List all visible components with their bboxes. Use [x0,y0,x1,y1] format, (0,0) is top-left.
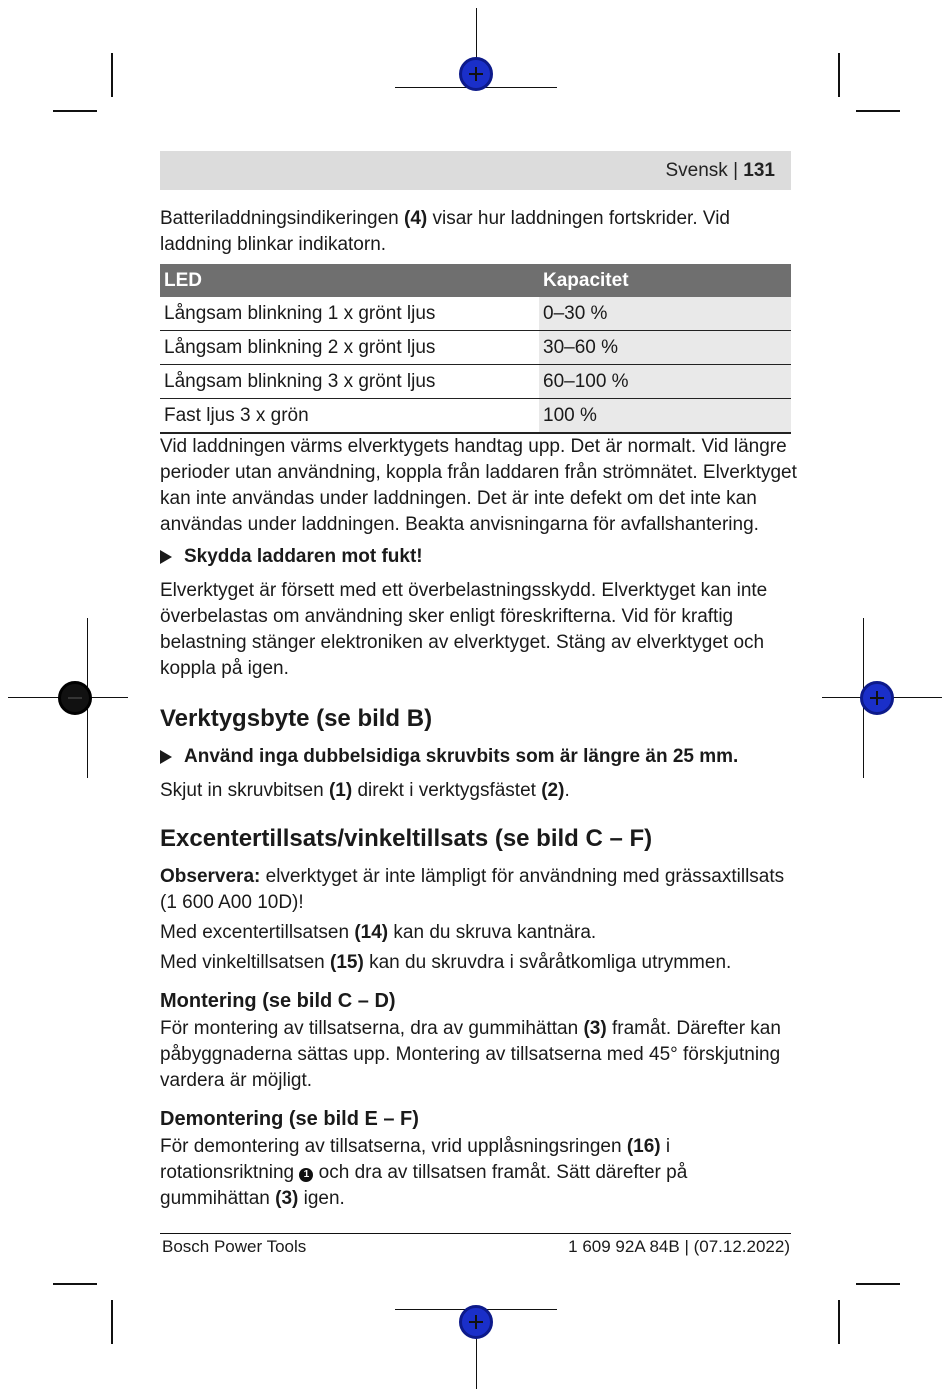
text: och dra av tillsatsen framåt. Sätt därefter på gummihättan [160,1162,688,1209]
registration-mark [860,681,894,715]
header-text [665,160,775,182]
subsection-title-mounting: Montering (se bild C – D) [160,990,396,1012]
ref: (2) [541,780,565,801]
page-header [160,151,791,190]
text: direkt i verktygsfästet [352,780,542,801]
text: För montering av tillsatserna, dra av gummihättan [160,1018,584,1039]
table-cell-capacity: 60–100 % [539,365,791,399]
crop-mark [111,53,113,97]
table-row [160,399,791,434]
section-title-attachment: Excentertillsats/vinkeltillsats (se bild C – F) [160,825,653,852]
text: Skjut in skruvbitsen [160,780,329,801]
crop-mark [838,53,840,97]
table-cell-capacity: 0–30 % [539,297,791,331]
text: kan du skruva kantnära. [388,922,597,943]
warning-moisture [160,544,800,570]
table-cell-led: Fast ljus 3 x grön [160,399,539,434]
overload-paragraph: Elverktyget är försett med ett överbelastningsskydd. Elverktyget kan inte överbelastas om användning sker enligt föreskrifterna. Vid för kraftig belastning stänger elektroniken av elverktyget. Stäng av elverktyget och koppla på igen. [160,580,768,679]
crop-mark [838,1300,840,1344]
ref: (15) [330,952,364,973]
text: igen. [298,1188,345,1209]
intro-text-after: visar hur laddningen fortskrider. Vid laddning blinkar indikatorn. [160,208,730,255]
page-number: 131 [743,160,775,181]
intro-text: Batteriladdningsindikeringen [160,208,404,229]
table-header-capacity: Kapacitet [539,264,791,297]
table-cell-led: Långsam blinkning 1 x grönt ljus [160,297,539,331]
note-label: Observera: [160,866,261,887]
table-row [160,365,791,399]
footer-divider [160,1233,791,1234]
note-paragraph [160,864,800,916]
text: framåt. Därefter kan påbyggnaderna sättas upp. Montering av tillsatserna med 45° förskjutning vardera är möjligt. [160,1018,781,1091]
footer-brand: Bosch Power Tools [162,1237,307,1256]
footer-doc-id: 1 609 92A 84B | (07.12.2022) [568,1237,790,1256]
angle-paragraph [160,950,800,976]
warning-screwbits [160,744,800,770]
triangle-bullet-icon [160,750,172,764]
crop-mark [856,110,900,112]
header-separator: | [727,160,744,181]
table-cell-capacity: 30–60 % [539,331,791,365]
mounting-paragraph [160,1016,800,1094]
dismounting-paragraph [160,1134,800,1212]
table-row [160,297,791,331]
warning-text: Använd inga dubbelsidiga skruvbits som är längre än 25 mm. [184,746,739,767]
text: i rotationsriktning [160,1136,671,1183]
text: . [564,780,570,801]
crop-mark [53,1283,97,1285]
text: kan du skruvdra i svåråtkomliga utrymmen. [363,952,732,973]
subsection-title-dismounting: Demontering (se bild E – F) [160,1108,419,1130]
led-capacity-table [160,264,791,434]
page-content [160,206,800,1212]
header-language: Svensk [665,160,728,181]
text: För demontering av tillsatserna, vrid upplåsningsringen [160,1136,627,1157]
table-cell-led: Långsam blinkning 2 x grönt ljus [160,331,539,365]
table-row [160,331,791,365]
ref: (3) [583,1018,607,1039]
tool-change-paragraph [160,778,800,804]
table-cell-capacity: 100 % [539,399,791,434]
note-text: elverktyget är inte lämpligt för användning med grässaxtillsats (1 600 A00 10D)! [160,866,785,913]
crop-mark [111,1300,113,1344]
warning-text: Skydda laddaren mot fukt! [184,546,423,567]
registration-mark [459,57,493,91]
intro-ref: (4) [404,208,428,229]
ref: (1) [328,780,353,801]
text: Med vinkeltillsatsen [160,952,331,973]
registration-mark [459,1305,493,1339]
table-cell-led: Långsam blinkning 3 x grönt ljus [160,365,539,399]
ref: (14) [354,922,389,943]
crop-mark [856,1283,900,1285]
crop-mark [53,110,97,112]
eccentric-paragraph [160,920,800,946]
intro-paragraph [160,206,800,258]
rotation-direction-icon: 1 [299,1168,313,1182]
text: Med excentertillsatsen [160,922,355,943]
ref: (3) [275,1188,299,1209]
ref: (16) [626,1136,661,1157]
section-title-tool-change: Verktygsbyte (se bild B) [160,705,433,732]
registration-mark [58,681,92,715]
table-header-led: LED [160,264,539,297]
triangle-bullet-icon [160,550,172,564]
charging-paragraph: Vid laddningen värms elverktygets handtag upp. Det är normalt. Vid längre perioder utan användning, koppla från laddaren från strömnätet. Elverktyget kan inte användas under laddningen. Det är inte defekt om det inte kan användas under laddningen. Beakta anvisningarna för avfallshantering. [160,436,797,535]
table-header-row [160,264,791,297]
